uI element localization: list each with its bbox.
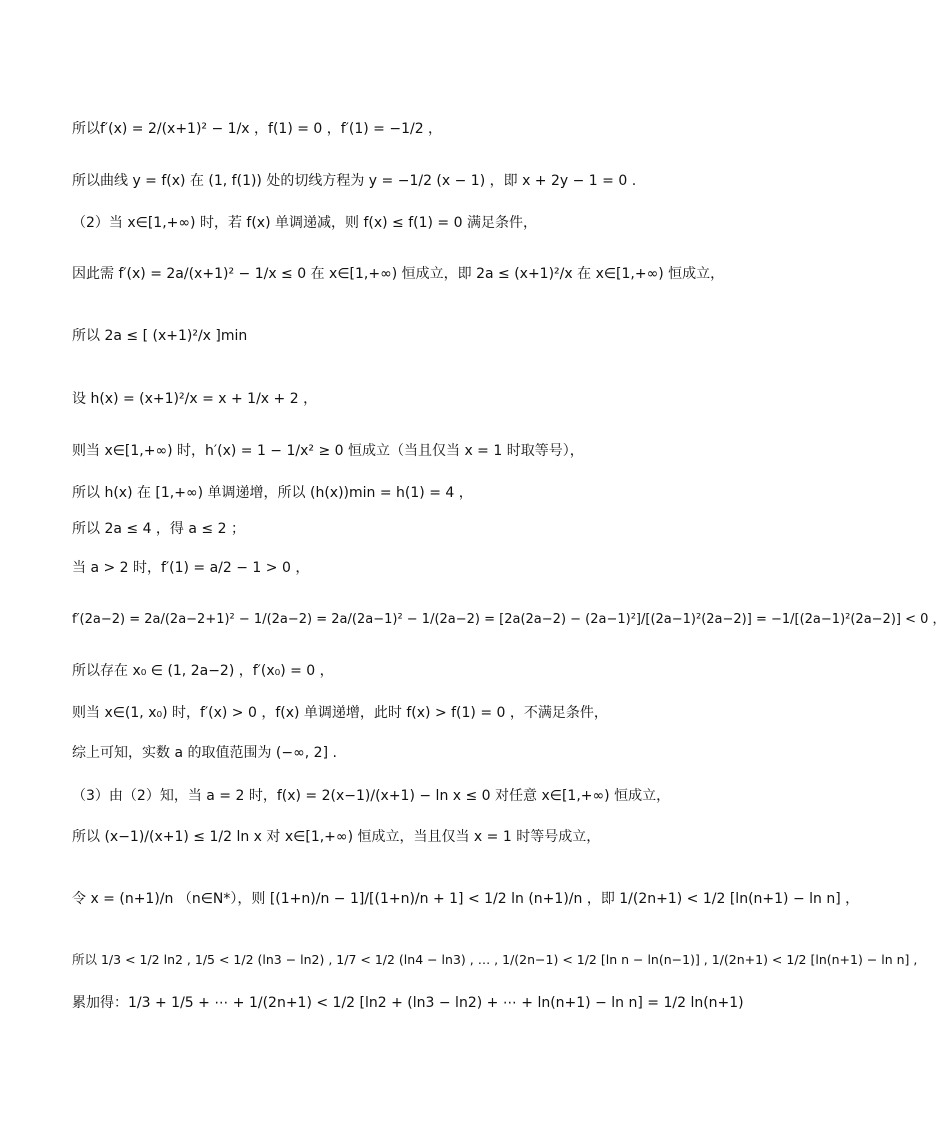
part-3-intro: （3）由（2）知，当 a = 2 时，f(x) = 2(x−1)/(x+1) − ln x ≤ 0 对任意 x∈[1,+∞) 恒成立，: [72, 788, 671, 804]
solution-line: [72, 742, 753, 762]
h-monotonic: 所以 h(x) 在 [1,+∞) 单调递增，所以 (h(x))min = h(1) = 4 ，: [72, 485, 473, 501]
part-2-intro: （2）当 x∈[1,+∞) 时，若 f(x) 单调递减，则 f(x) ≤ f(1) = 0 满足条件，: [72, 215, 537, 231]
tangent-line-equation: 所以曲线 y = f(x) 在 (1, f(1)) 处的切线方程为 y = −1/2 (x − 1) ，即 x + 2y − 1 = 0 .: [72, 173, 637, 189]
substitution: 令 x = (n+1)/n （n∈N*），则 [(1+n)/n − 1]/[(1+n)/n + 1] < 1/2 ln (n+1)/n ，即 1/(2n+1) < 1/2 [ln(n+1) − ln n] ，: [72, 891, 860, 907]
solution-line: [72, 212, 753, 232]
solution-line: [72, 950, 918, 968]
solution-line: [72, 388, 753, 408]
h-definition: 设 h(x) = (x+1)²/x = x + 1/x + 2 ，: [72, 391, 318, 407]
inequality-chain: 所以 1/3 < 1/2 ln2 , 1/5 < 1/2 (ln3 − ln2) , 1/7 < 1/2 (ln4 − ln3) , … , 1/(2n−1) < 1/2 [ln n − ln(n−1)] , 1/(2n+1) < 1/2 [ln(n+1) − ln n] ,: [72, 952, 918, 967]
solution-line: [72, 325, 753, 345]
solution-line: [72, 118, 753, 138]
solution-line: [72, 557, 753, 577]
solution-line: [72, 482, 753, 502]
solution-line: [72, 702, 753, 722]
solution-line: [72, 785, 753, 805]
solution-line: [72, 660, 753, 680]
solution-line: [72, 170, 753, 190]
h-derivative: 则当 x∈[1,+∞) 时，h′(x) = 1 − 1/x² ≥ 0 恒成立（当且仅当 x = 1 时取等号），: [72, 443, 584, 459]
solution-line: [72, 440, 753, 460]
sum-result: 累加得：1/3 + 1/5 + ⋯ + 1/(2n+1) < 1/2 [ln2 + (ln3 − ln2) + ⋯ + ln(n+1) − ln n] = 1/2 ln(n+1): [72, 995, 744, 1011]
existence-x0: 所以存在 x₀ ∈ (1, 2a−2) ，f′(x₀) = 0 ，: [72, 663, 334, 679]
conclusion-range: 综上可知，实数 a 的取值范围为 (−∞, 2] .: [72, 745, 337, 761]
solution-line: [72, 888, 860, 908]
contradiction: 则当 x∈(1, x₀) 时，f′(x) > 0 ，f(x) 单调递增，此时 f(x) > f(1) = 0 ，不满足条件，: [72, 705, 608, 721]
inequality-condition: 因此需 f′(x) = 2a/(x+1)² − 1/x ≤ 0 在 x∈[1,+∞) 恒成立，即 2a ≤ (x+1)²/x 在 x∈[1,+∞) 恒成立，: [72, 266, 725, 282]
a-bound: 所以 2a ≤ 4 ，得 a ≤ 2 ；: [72, 521, 245, 537]
derivative-evaluation: f′(2a−2) = 2a/(2a−2+1)² − 1/(2a−2) = 2a/(2a−1)² − 1/(2a−2) = [2a(2a−2) − (2a−1)²]/[(2a−1)²(2a−2)] = −1/[(2a−1)²(2a−2)] < 0 ，: [72, 612, 946, 627]
solution-line: [72, 992, 753, 1012]
log-inequality: 所以 (x−1)/(x+1) ≤ 1/2 ln x 对 x∈[1,+∞) 恒成立，当且仅当 x = 1 时等号成立，: [72, 829, 601, 845]
derivative-formula: 所以f′(x) = 2/(x+1)² − 1/x ，f(1) = 0 ，f′(1) = −1/2 ，: [72, 121, 443, 137]
solution-line: [72, 263, 753, 283]
solution-line: [72, 608, 946, 627]
solution-line: [72, 826, 753, 846]
case-a-greater-2: 当 a > 2 时，f′(1) = a/2 − 1 > 0 ，: [72, 560, 310, 576]
minimum-condition: 所以 2a ≤ [ (x+1)²/x ]min: [72, 328, 248, 344]
solution-line: [72, 518, 753, 538]
